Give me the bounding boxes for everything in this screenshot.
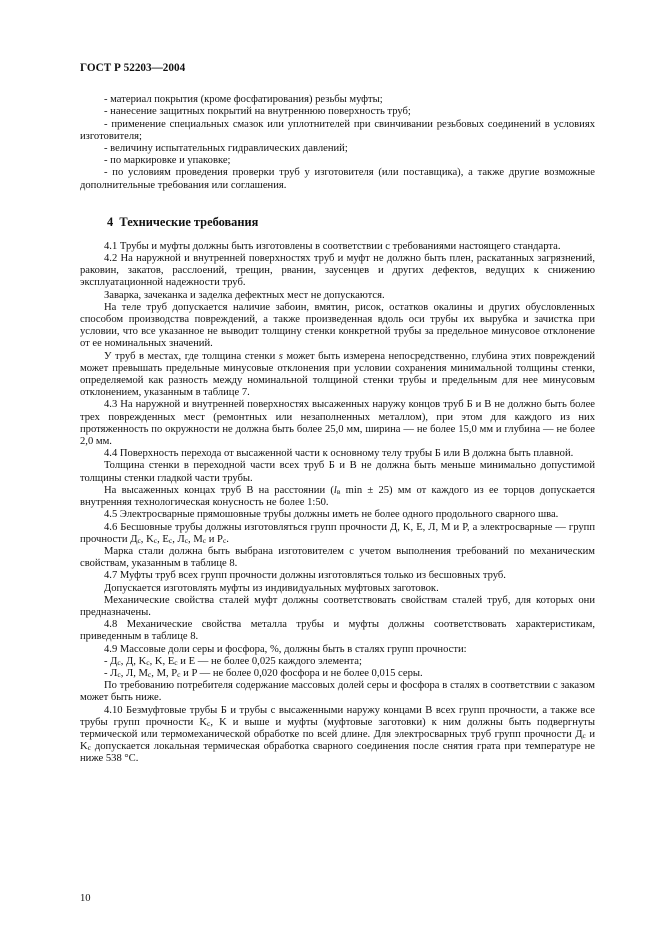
paragraph-4-9-item-1: - $Д_с$, Д, $K_с$, K, $E_с$ и E — не более 0,025 каждого элемента; bbox=[104, 655, 362, 667]
standard-header: ГОСТ Р 52203—2004 bbox=[80, 62, 186, 74]
paragraph-4-6-steel: Марка стали должна быть выбрана изготовителем с учетом выполнения требований по механическим свойствам, указанным в таблице 8. bbox=[80, 545, 595, 570]
list-item: - величину испытательных гидравлических давлений; bbox=[104, 143, 348, 155]
paragraph-4-10: 4.10 Безмуфтовые трубы Б и трубы с высаженными наружу концами В всех групп прочности, а также все трубы групп прочности $K_с$, K и выше и муфты (муфтовые заготовки) к ним должны быть подвергнуты термической или термомеханической обработке по всей длине. Для электросварных труб групп прочности $Д_с$ и $K_с$ допускается локальная термическая обработка сварного соединения после снятия грата при температуре не ниже 538 °C. bbox=[80, 704, 595, 765]
paragraph-4-3: 4.3 На наружной и внутренней поверхностях высаженных наружу концов труб Б и В не должно быть более трех поврежденных мест (ремонтных или незаполненных металлом), при этом для каждого из них протяженность по окружности не должна быть более 25,0 мм, ширина — не более 15,0 мм и глубина — не более 2,0 мм. bbox=[80, 399, 595, 448]
variable-l: l bbox=[333, 484, 337, 496]
paragraph-4-9-item-2: - $Л_с$, Л, $M_с$, M, $P_с$ и P — не более 0,020 фосфора и не более 0,015 серы. bbox=[104, 667, 423, 679]
paragraph-4-2-damage: На теле труб допускается наличие забоин, вмятин, рисок, остатков окалины и других обусловленных способом производства повреждений, а также произведенная вдоль оси трубы их вырубка и зачистка при условии, что все указанное не выводит толщину стенки конкретной трубы за предельное минусовое отклонение от ее номинальных значений. bbox=[80, 301, 595, 350]
paragraph-4-6: 4.6 Бесшовные трубы должны изготовляться групп прочности Д, K, E, Л, M и P, а электросварные — групп прочности $Д_с$, $K_с$, $E_с$, $Л_с$, $M_с$ и $P_с$. bbox=[80, 521, 595, 545]
paragraph-4-1: 4.1 Трубы и муфты должны быть изготовлены в соответствии с требованиями настоящего стандарта. bbox=[104, 240, 561, 252]
list-item: - по маркировке и упаковке; bbox=[104, 155, 231, 167]
list-item: - нанесение защитных покрытий на внутреннюю поверхность труб; bbox=[104, 106, 411, 118]
paragraph-4-2-wall: У труб в местах, где толщина стенки s может быть измерена непосредственно, глубина этих повреждений может превышать предельные минусовые отклонения при условии сохранения минимальной толщины стенки, определяемой как разность между номинальной толщиной стенки трубы и предельным для нее минусовым отклонением, указанным в таблице 7. bbox=[80, 350, 595, 399]
paragraph-4-7-properties: Механические свойства сталей муфт должны соответствовать свойствам сталей труб, для которых они предназначены. bbox=[80, 594, 595, 618]
section-body bbox=[80, 241, 595, 766]
section-heading bbox=[107, 215, 595, 229]
list-item: - применение специальных смазок или уплотнителей при свинчивании резьбовых соединений в условиях изготовителя; bbox=[80, 118, 595, 142]
paragraph-4-7: 4.7 Муфты труб всех групп прочности должны изготовляться только из бесшовных труб. bbox=[104, 570, 506, 582]
paragraph-4-8: 4.8 Механические свойства металла трубы и муфты должны соответствовать характеристикам, приведенным в таблице 8. bbox=[80, 619, 595, 643]
section-title-text: Технические требования bbox=[119, 214, 259, 229]
paragraph-4-7-billets: Допускается изготовлять муфты из индивидуальных муфтовых заготовок. bbox=[104, 582, 439, 594]
paragraph-4-2-welding: Заварка, зачеканка и заделка дефектных мест не допускаются. bbox=[104, 289, 385, 301]
variable-s: s bbox=[278, 350, 283, 362]
list-item: - по условиям проведения проверки труб у изготовителя (или поставщика), а также другие возможные дополнительные требования или соглашения. bbox=[80, 167, 595, 191]
paragraph-4-4: 4.4 Поверхность перехода от высаженной части к основному телу трубы Б или В должна быть плавной. bbox=[104, 448, 574, 460]
section-number: 4 bbox=[107, 214, 114, 229]
paragraph-4-4-wall: Толщина стенки в переходной части всех труб Б и В не должна быть меньше минимально допустимой толщины стенки гладкой части трубы. bbox=[80, 460, 595, 484]
paragraph-4-9-order: По требованию потребителя содержание массовых долей серы и фосфора в сталях в соответствии с заказом может быть ниже. bbox=[80, 680, 595, 704]
intro-list bbox=[80, 94, 595, 192]
page-number: 10 bbox=[80, 893, 91, 904]
paragraph-4-4-taper: На высаженных концах труб В на расстоянии ($l_в$ min ± 25) мм от каждого из ее торцов допускается внутренняя технологическая конусность не более 1:50. bbox=[80, 484, 595, 509]
paragraph-4-2: 4.2 На наружной и внутренней поверхностях труб и муфт не должно быть плен, раскатанных загрязнений, раковин, закатов, расслоений, трещин, рванин, заусенцев и других дефектов, ведущих к снижению эксплуатационной надежности труб. bbox=[80, 253, 595, 289]
list-item: - материал покрытия (кроме фосфатирования) резьбы муфты; bbox=[104, 94, 383, 106]
paragraph-4-9: 4.9 Массовые доли серы и фосфора, %, должны быть в сталях групп прочности: bbox=[104, 643, 467, 655]
paragraph-4-5: 4.5 Электросварные прямошовные трубы должны иметь не более одного продольного сварного шва. bbox=[104, 509, 559, 521]
